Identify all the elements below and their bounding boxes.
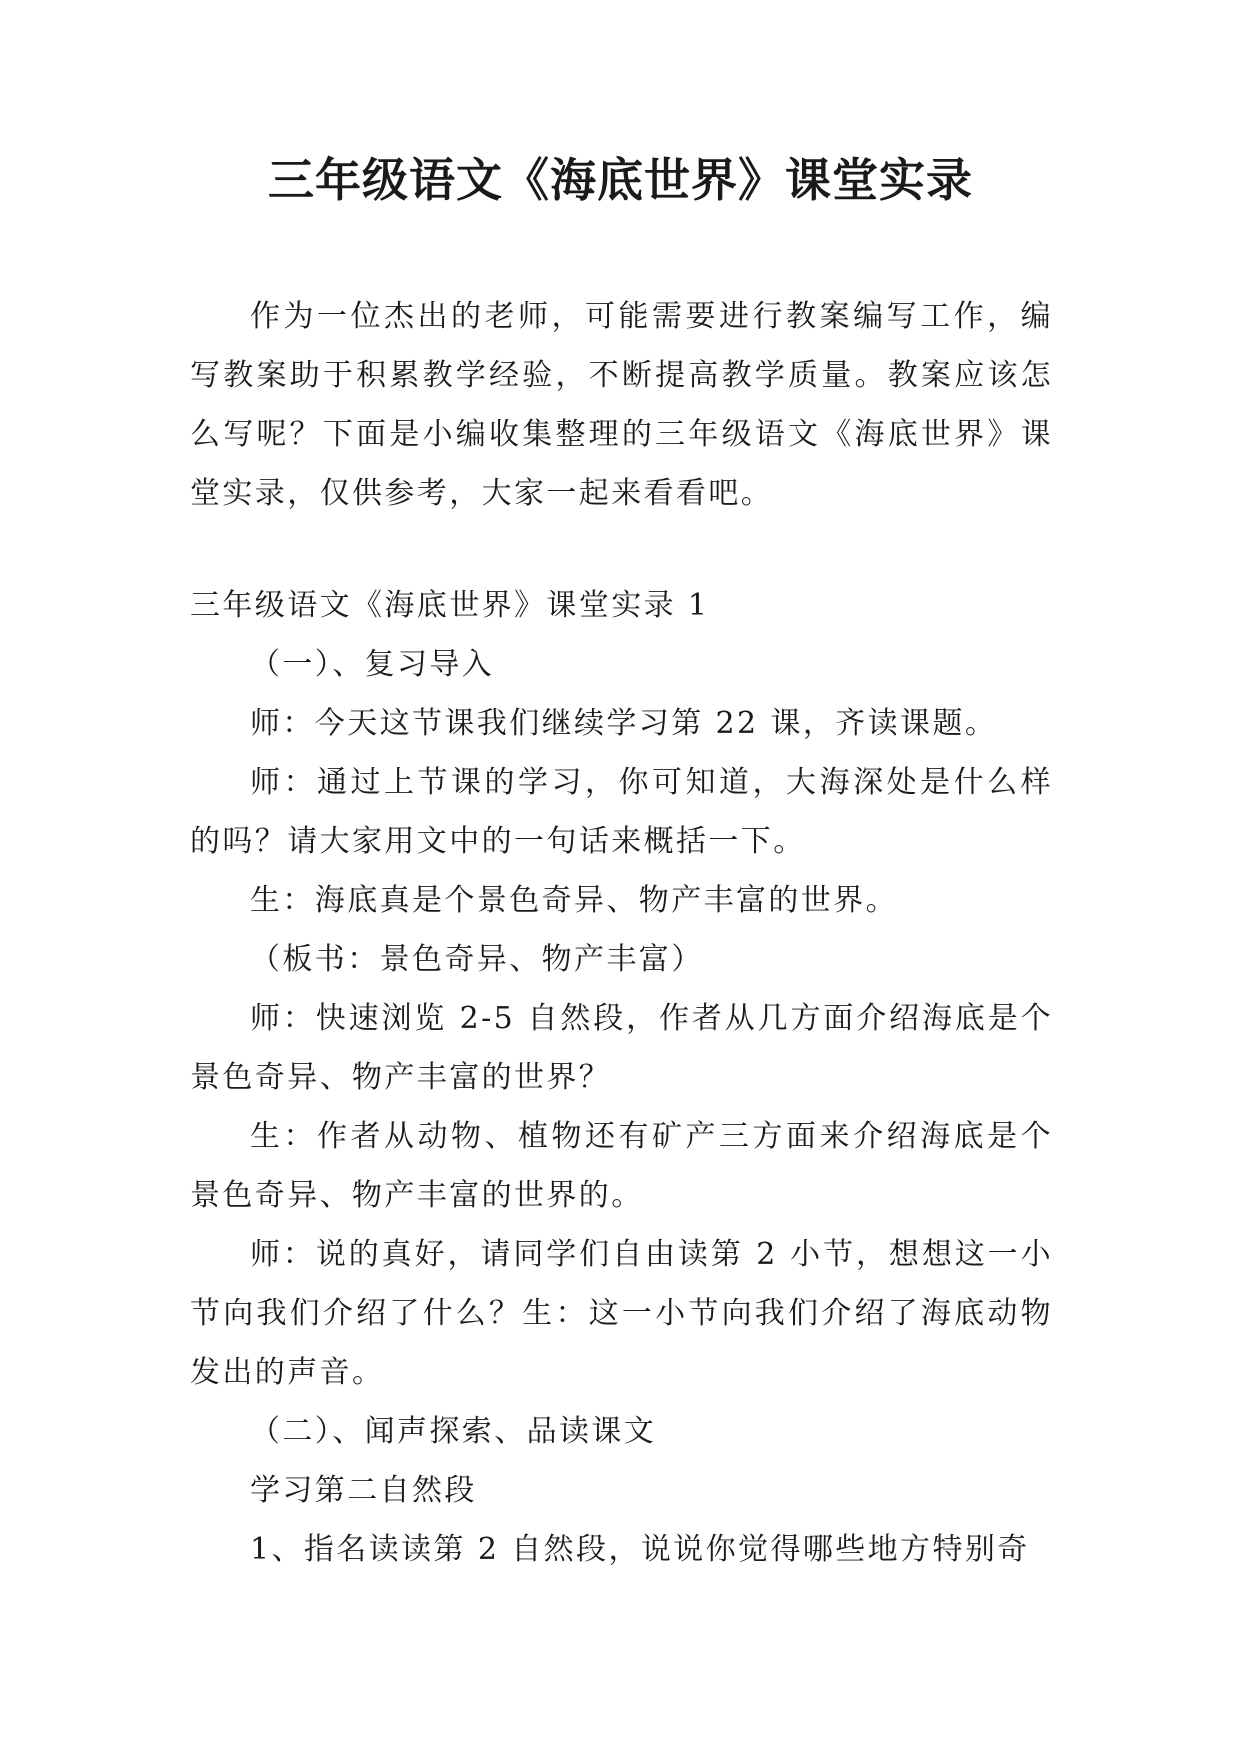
- paragraph: 生：作者从动物、植物还有矿产三方面来介绍海底是个景色奇异、物产丰富的世界的。: [190, 1119, 1053, 1213]
- paragraph: 1、指名读读第 2 自然段，说说你觉得哪些地方特别奇: [250, 1532, 1030, 1567]
- paragraph: 师：今天这节课我们继续学习第 22 课，齐读课题。: [250, 706, 998, 741]
- paragraph: （二）、闻声探索、品读课文: [250, 1414, 657, 1449]
- section-heading: 三年级语文《海底世界》课堂实录 1: [190, 588, 710, 623]
- paragraph: 师：说的真好，请同学们自由读第 2 小节，想想这一小节向我们介绍了什么？生：这一小节向我们介绍了海底动物发出的声音。: [190, 1237, 1053, 1390]
- paragraph: 学习第二自然段: [250, 1473, 477, 1508]
- lesson-record: [190, 576, 1053, 1579]
- paragraph: 生：海底真是个景色奇异、物产丰富的世界。: [250, 883, 898, 918]
- intro-paragraph: 作为一位杰出的老师，可能需要进行教案编写工作，编写教案助于积累教学经验，不断提高教学质量。教案应该怎么写呢？下面是小编收集整理的三年级语文《海底世界》课堂实录，仅供参考，大家一起来看看吧。: [190, 299, 1053, 511]
- document-title: 三年级语文《海底世界》课堂实录: [268, 153, 973, 207]
- paragraph: 师：通过上节课的学习，你可知道，大海深处是什么样的吗？请大家用文中的一句话来概括一下。: [190, 765, 1053, 859]
- intro-block: [190, 287, 1053, 523]
- paragraph: （板书：景色奇异、物产丰富）: [250, 942, 704, 977]
- paragraph: （一）、复习导入: [250, 647, 495, 682]
- paragraph: 师：快速浏览 2-5 自然段，作者从几方面介绍海底是个景色奇异、物产丰富的世界？: [190, 1001, 1053, 1095]
